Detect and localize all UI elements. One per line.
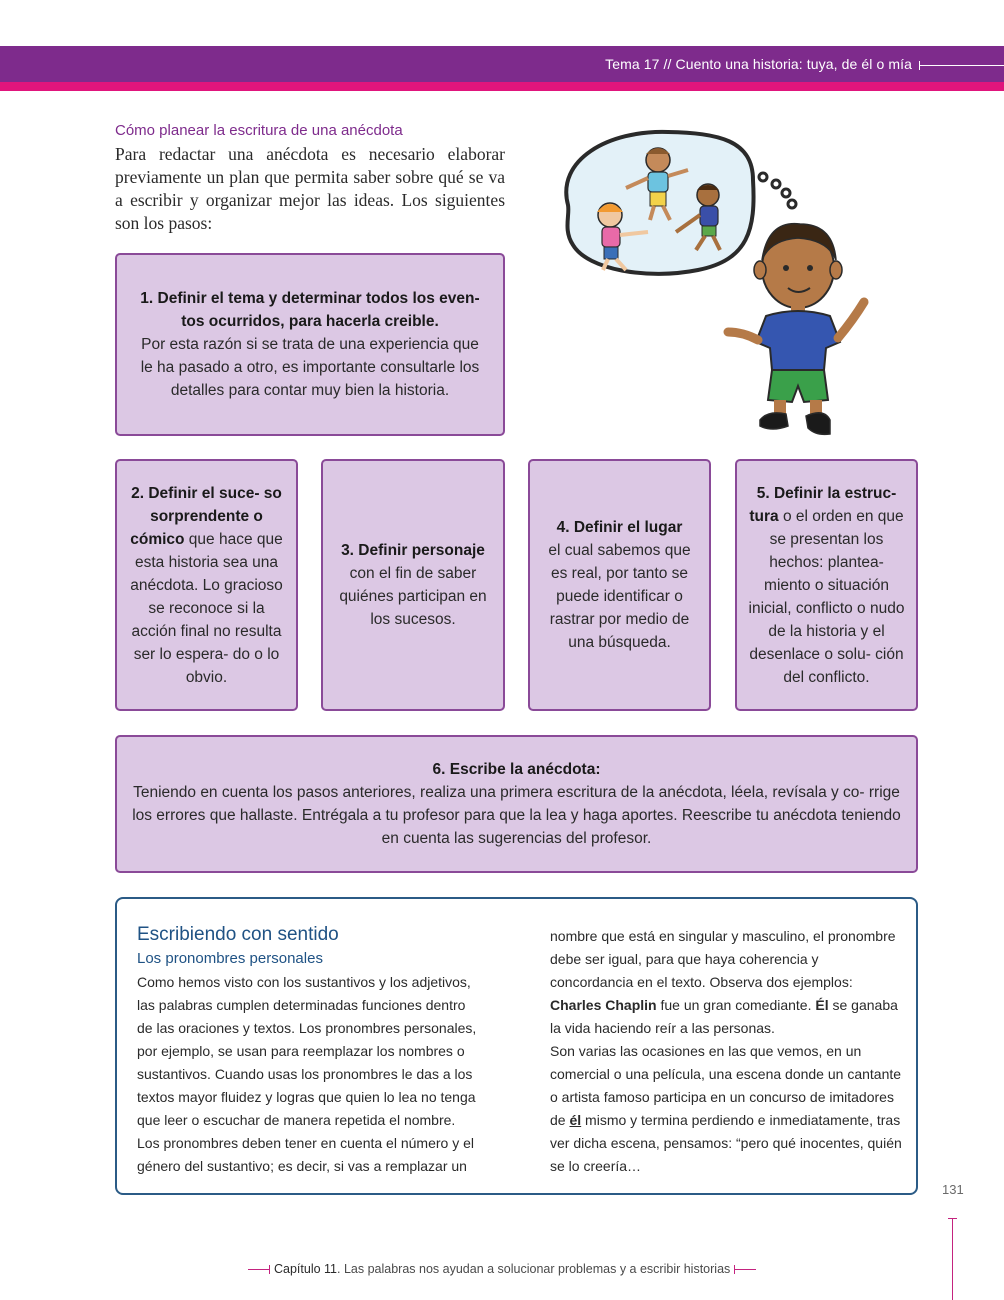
example-end: se ganaba la vida haciendo reír a las personas. <box>550 997 898 1036</box>
writing-left-text: Como hemos visto con los sustantivos y los adjetivos, las palabras cumplen determinadas funciones dentro de las oraciones y textos. Los pronombres personales, por ejemplo, se usan para reemplazar los nombres o sustantivos. Cuando usas los pronombres le das a los textos mayor fluidez y logras que quien lo lea no tenga que leer o escuchar de manera repetida el nombre. Los pronombres deben tener en cuenta el número y el género del sustantivo; es decir, si vas a remplazar un <box>137 974 477 1174</box>
step-3-body: con el fin de saber quiénes participan en los sucesos. <box>339 565 487 628</box>
step-5-box <box>735 459 918 711</box>
page-margin-line <box>952 1218 953 1300</box>
boy-figure <box>728 224 864 435</box>
step-4-body: el cual sabemos que es real, por tanto se puede identificar o rastrar por medio de una búsqueda. <box>548 542 691 651</box>
footer-chapter-title: . Las palabras nos ayudan a solucionar problemas y a escribir historias <box>337 1262 731 1276</box>
step-6-box <box>115 735 918 873</box>
footer-line-right <box>734 1269 756 1270</box>
step-1-box <box>115 253 505 436</box>
step-6-title: 6. Escribe la anécdota: <box>432 761 601 778</box>
writing-right-column <box>550 925 905 1178</box>
page-number: 131 <box>942 1182 964 1197</box>
step-5-body: o el orden en que se presentan los hechos: plantea- miento o situación inicial, conflicto o nudo de la historia y el desenlace o solu- ción del conflicto. <box>748 507 905 686</box>
step-1-title-b: tos ocurridos, para hacerla creible. <box>181 313 439 330</box>
header-title: Tema 17 // Cuento una historia: tuya, de él o mía <box>605 56 912 72</box>
step-1-body: Por esta razón si se trata de una experiencia que le ha pasado a otro, es importante consultarle los detalles para contar muy bien la historia. <box>140 336 480 399</box>
footer-line-left <box>248 1269 270 1270</box>
step-2-body: que hace que esta historia sea una anécdota. Lo gracioso se reconoce si la acción final no resulta ser lo espera- do o lo obvio. <box>130 530 283 686</box>
intro-text: Para redactar una anécdota es necesario elaborar previamente un plan que permita saber sobre qué se va a escribir y organizar mejor las ideas. Los siguientes son los pasos: <box>115 144 505 233</box>
footer-text <box>270 1262 734 1276</box>
step-4-title: 4. Definir el lugar <box>556 519 683 536</box>
header-line <box>920 65 1004 66</box>
example-name: Charles Chaplin <box>550 997 657 1013</box>
para2-b: mismo y termina perdiendo e inmediatamente, tras ver dicha escena, pensamos: “pero qué inocentes, quién se lo creería… <box>550 1112 902 1174</box>
writing-right-intro: nombre que está en singular y masculino, el pronombre debe ser igual, para que haya coherencia y concordancia en el texto. Observa dos ejemplos: <box>550 928 896 990</box>
intro-heading: Cómo planear la escritura de una anécdota <box>115 122 403 139</box>
step-1-title-a: 1. Definir el tema y determinar todos los even- <box>140 290 480 307</box>
step-3-title: 3. Definir personaje <box>341 542 485 559</box>
writing-left-column <box>137 971 477 1178</box>
example-mid: fue un gran comediante. <box>656 997 816 1013</box>
para2-a: Son varias las ocasiones en las que vemos, en un comercial o una película, una escena donde un cantante o artista famoso participa en un concurso de imitadores de <box>550 1043 902 1128</box>
step-2-title: 2. Definir el suce- so sorprendente o cómico <box>130 484 282 548</box>
writing-right-para2 <box>550 1040 905 1178</box>
step-2-box <box>115 459 298 711</box>
writing-section-title: Escribiendo con sentido <box>137 924 339 945</box>
step-5-title: 5. Definir la estruc- tura <box>749 484 897 525</box>
example-pronoun: Él <box>815 997 829 1013</box>
step-6-body: Teniendo en cuenta los pasos anteriores, realiza una primera escritura de la anécdota, léela, revísala y co- rrige los errores que hallaste. Entrégala a tu profesor para que la lea y haga aportes. Reescribe tu anécdota teniendo en cuenta las sugerencias del profesor. <box>132 784 901 847</box>
writing-section-subtitle: Los pronombres personales <box>137 950 323 967</box>
boy-thinking-illustration <box>548 120 888 450</box>
footer <box>248 1260 756 1278</box>
step-3-box <box>321 459 505 711</box>
writing-example <box>550 994 905 1040</box>
footer-chapter: Capítulo 11 <box>274 1262 338 1276</box>
header-accent-strip <box>0 82 1004 91</box>
step-4-box <box>528 459 711 711</box>
para2-pronoun: él <box>569 1112 582 1128</box>
